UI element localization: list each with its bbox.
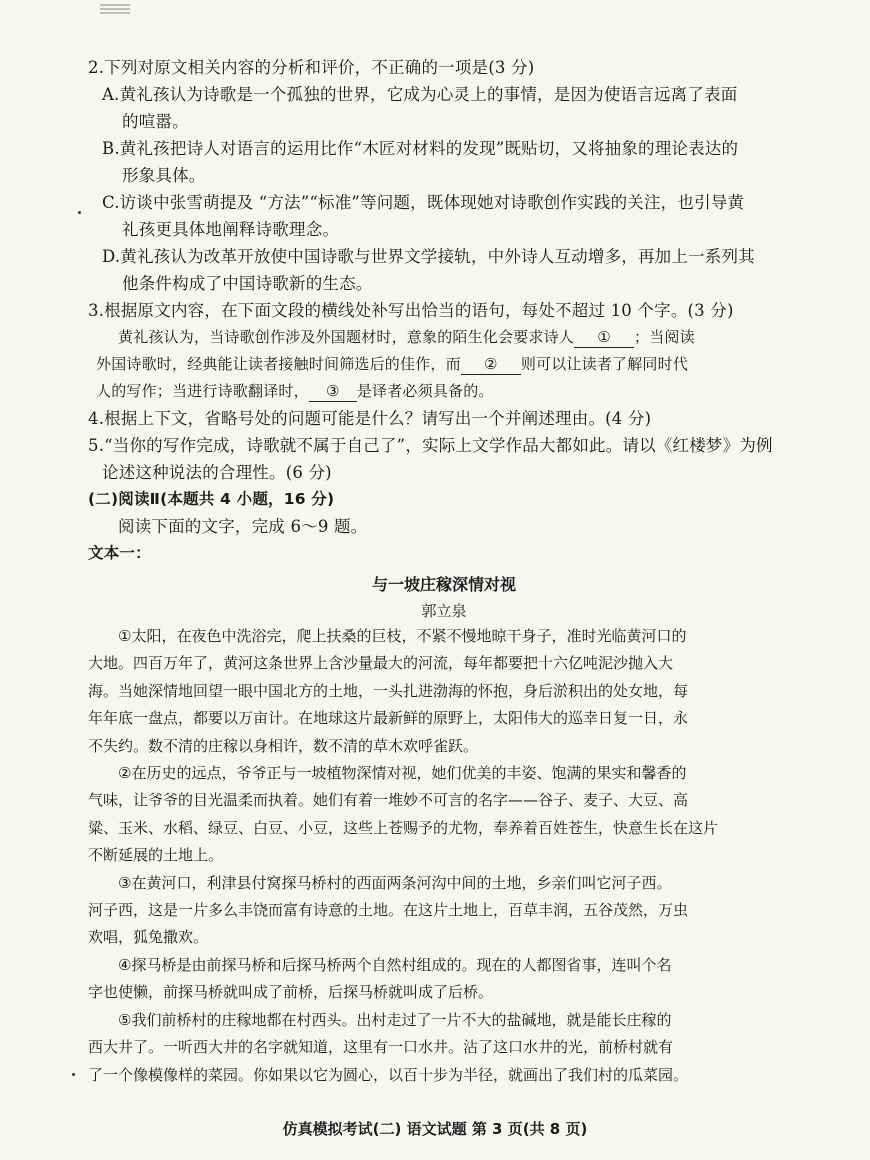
article-line: 了一个像模像样的菜园。你如果以它为圆心，以百十步为半径，就画出了我们村的瓜菜园。	[88, 1065, 689, 1084]
article-line: 西大井了。一听西大井的名字就知道，这里有一口水井。沾了这口水井的光，前桥村就有	[88, 1038, 674, 1057]
scan-dot	[78, 211, 81, 214]
question-5-line1: 5.“当你的写作完成，诗歌就不属于自己了”，实际上文学作品大都如此。请以《红楼梦》为例	[88, 436, 773, 455]
fill-text: 外国诗歌时，经典能让读者接触时间筛选后的佳作，而	[96, 355, 461, 373]
scan-smudge	[100, 4, 130, 16]
fill-blank-1[interactable]: ①	[574, 327, 634, 348]
question-2-stem: 2.下列对原文相关内容的分析和评价，不正确的一项是(3 分)	[88, 58, 535, 77]
article-line: 不断延展的土地上。	[88, 846, 224, 865]
fill-text: 则可以让读者了解同时代	[520, 355, 689, 373]
article-line: 欢唱，狐兔撒欢。	[88, 928, 209, 947]
article-title: 与一坡庄稼深情对视	[371, 575, 516, 594]
fill-text: ；当阅读	[634, 328, 695, 346]
option-b-line2: 形象具体。	[122, 166, 206, 185]
article-line: ②在历史的远点，爷爷正与一坡植物深情对视，她们优美的丰姿、饱满的果实和馨香的	[118, 764, 687, 783]
option-d-line1: D.黄礼孩认为改革开放使中国诗歌与世界文学接轨，中外诗人互动增多，再加上一系列其	[102, 247, 755, 266]
question-4: 4.根据上下文，省略号处的问题可能是什么？请写出一个并阐述理由。(4 分)	[88, 409, 652, 428]
fill-text: 人的写作；当进行诗歌翻译时，	[96, 382, 309, 400]
article-line: 年年底一盘点，都要以万亩计。在地球这片最新鲜的原野上，太阳伟大的巡幸日复一日，永	[88, 709, 689, 728]
article-line: 气味，让爷爷的目光温柔而执着。她们有着一堆妙不可言的名字——谷子、麦子、大豆、高	[88, 791, 689, 810]
fill-text: 黄礼孩认为，当诗歌创作涉及外国题材时，意象的陌生化会要求诗人	[118, 328, 575, 346]
article-line: ①太阳，在夜色中洗浴完，爬上扶桑的巨枝，不紧不慢地晾干身子，准时光临黄河口的	[118, 627, 687, 645]
text-label: 文本一：	[88, 544, 151, 562]
fill-paragraph-line1	[118, 324, 800, 351]
fill-blank-2[interactable]: ②	[461, 354, 521, 375]
article-line: 不失约。数不清的庄稼以身相许，数不清的草木欢呼雀跃。	[88, 736, 479, 755]
section-heading: (二)阅读Ⅱ(本题共 4 小题，16 分)	[88, 490, 335, 508]
question-3-stem: 3.根据原文内容，在下面文段的横线处补写出恰当的语句，每处不超过 10 个字。(3 分)	[88, 301, 734, 320]
article-line: 字也使懒，前探马桥就叫成了前桥，后探马桥就叫成了后桥。	[88, 983, 494, 1002]
article-line: ④探马桥是由前探马桥和后探马桥两个自然村组成的。现在的人都图省事，连叫个名	[118, 955, 672, 974]
option-a-line2: 的喧嚣。	[122, 112, 189, 131]
article-author: 郭立泉	[421, 602, 467, 620]
page-content	[88, 54, 800, 1089]
option-b-line1: B.黄礼孩把诗人对语言的运用比作“木匠对材料的发现”既贴切，又将抽象的理论表达的	[102, 139, 739, 158]
option-a-line1: A.黄礼孩认为诗歌是一个孤独的世界，它成为心灵上的事情，是因为使语言远离了表面	[102, 85, 738, 104]
article-line: 河子西，这是一片多么丰饶而富有诗意的土地。在这片土地上，百草丰润，五谷茂然，万虫	[88, 901, 689, 920]
fill-paragraph-line3	[96, 378, 800, 405]
fill-blank-3[interactable]: ③	[309, 381, 357, 402]
section-instruction: 阅读下面的文字，完成 6～9 题。	[118, 517, 368, 536]
page-footer: 仿真模拟考试(二) 语文试题 第 3 页(共 8 页)	[282, 1120, 588, 1138]
option-c-line1: C.访谈中张雪萌提及 “方法”“标准”等问题，既体现她对诗歌创作实践的关注，也引导黄	[102, 193, 745, 212]
article-line: 大地。四百万年了，黄河这条世界上含沙量最大的河流，每年都要把十六亿吨泥沙抛入大	[88, 654, 674, 673]
fill-paragraph-line2	[96, 351, 800, 378]
question-5-line2: 论述这种说法的合理性。(6 分)	[102, 463, 332, 482]
option-c-line2: 礼孩更具体地阐释诗歌理念。	[122, 220, 340, 239]
article-line: 粱、玉米、水稻、绿豆、白豆、小豆，这些上苍赐予的尤物，奉养着百姓苍生，快意生长在这片	[88, 818, 719, 837]
option-d-line2: 他条件构成了中国诗歌新的生态。	[122, 274, 373, 293]
article-line: ③在黄河口，利津县付窝探马桥村的西面两条河沟中间的土地，乡亲们叫它河子西。	[118, 873, 672, 892]
fill-text: 是译者必须具备的。	[356, 382, 494, 400]
article-line: ⑤我们前桥村的庄稼地都在村西头。出村走过了一片不大的盐碱地，就是能长庄稼的	[118, 1010, 672, 1029]
scan-dot	[72, 1073, 75, 1076]
article-line: 海。当她深情地回望一眼中国北方的土地，一头扎进渤海的怀抱，身后淤积出的处女地，每	[88, 681, 689, 700]
